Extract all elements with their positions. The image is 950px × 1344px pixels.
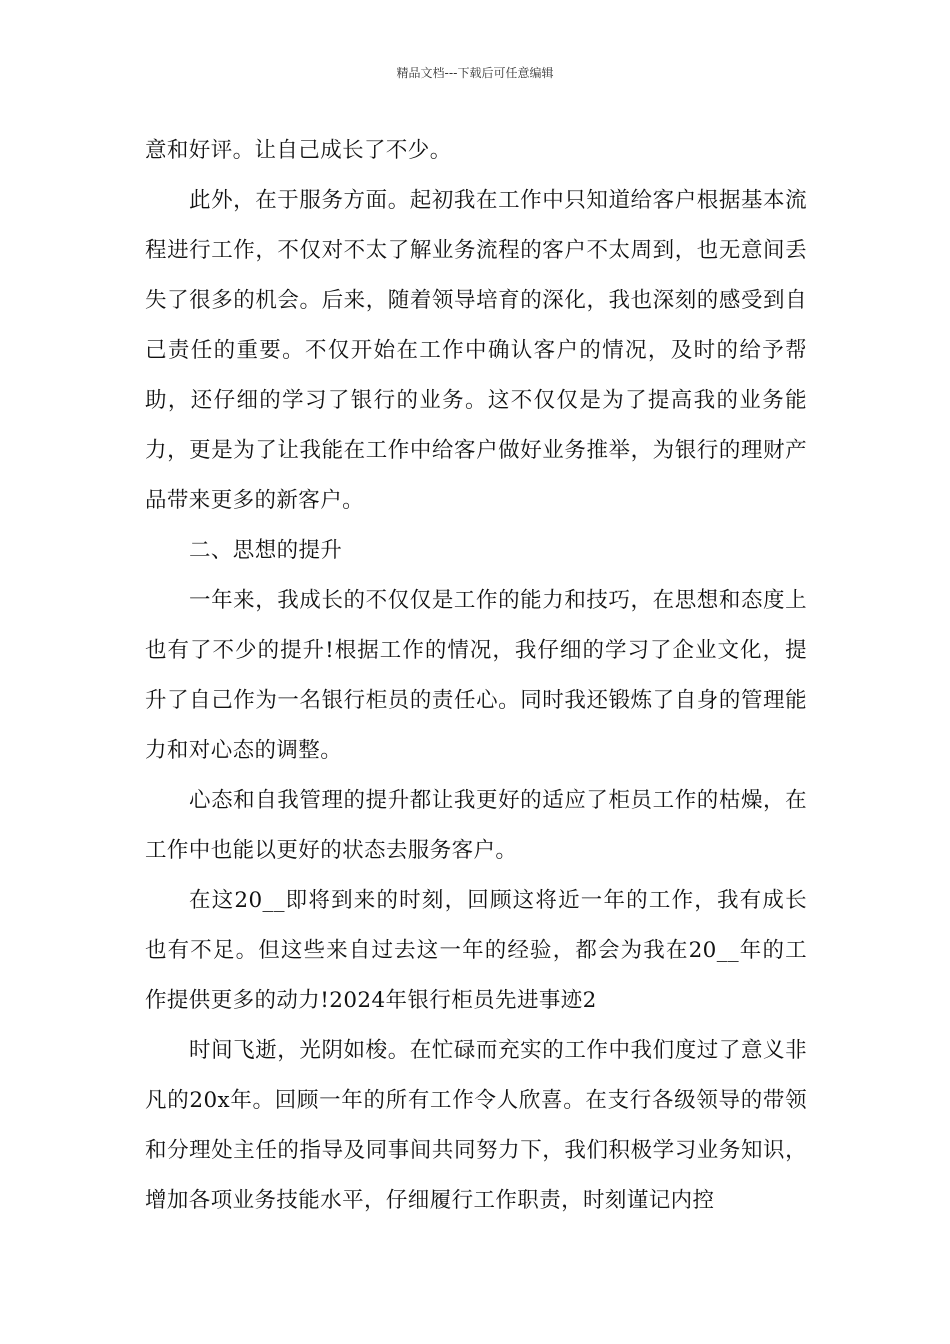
paragraph-time-flies: 时间飞逝，光阴如梭。在忙碌而充实的工作中我们度过了意义非凡的20x年。回顾一年的所有工作令人欣喜。在支行各级领导的带领和分理处主任的指导及同事间共同努力下，我们积极学习业务知识，增加各项业务技能水平，仔细履行工作职责，时刻谨记内控: [145, 1038, 807, 1213]
paragraph-service: 此外，在于服务方面。起初我在工作中只知道给客户根据基本流程进行工作，不仅对不太了解业务流程的客户不太周到，也无意间丢失了很多的机会。后来，随着领导培育的深化，我也深刻的感受到自己责任的重要。不仅开始在工作中确认客户的情况，及时的给予帮助，还仔细的学习了银行的业务。这不仅仅是为了提高我的业务能力，更是为了让我能在工作中给客户做好业务推举，为银行的理财产品带来更多的新客户。: [145, 188, 807, 513]
document-body: [145, 126, 807, 1226]
paragraph-year-review: 在这20__即将到来的时刻，回顾这将近一年的工作，我有成长也有不足。但这些来自过去这一年的经验，都会为我在20__年的工作提供更多的动力!2024年银行柜员先进事迹2: [145, 888, 807, 1013]
paragraph-growth: 一年来，我成长的不仅仅是工作的能力和技巧，在思想和态度上也有了不少的提升!根据工作的情况，我仔细的学习了企业文化，提升了自己作为一名银行柜员的责任心。同时我还锻炼了自身的管理能力和对心态的调整。: [145, 588, 807, 763]
paragraph-mindset: 心态和自我管理的提升都让我更好的适应了柜员工作的枯燥，在工作中也能以更好的状态去服务客户。: [145, 788, 807, 863]
page-header: 精品文档---下载后可任意编辑: [396, 66, 554, 80]
paragraph-continuation: 意和好评。让自己成长了不少。: [145, 138, 452, 163]
section-heading-thought: 二、思想的提升: [189, 538, 343, 563]
